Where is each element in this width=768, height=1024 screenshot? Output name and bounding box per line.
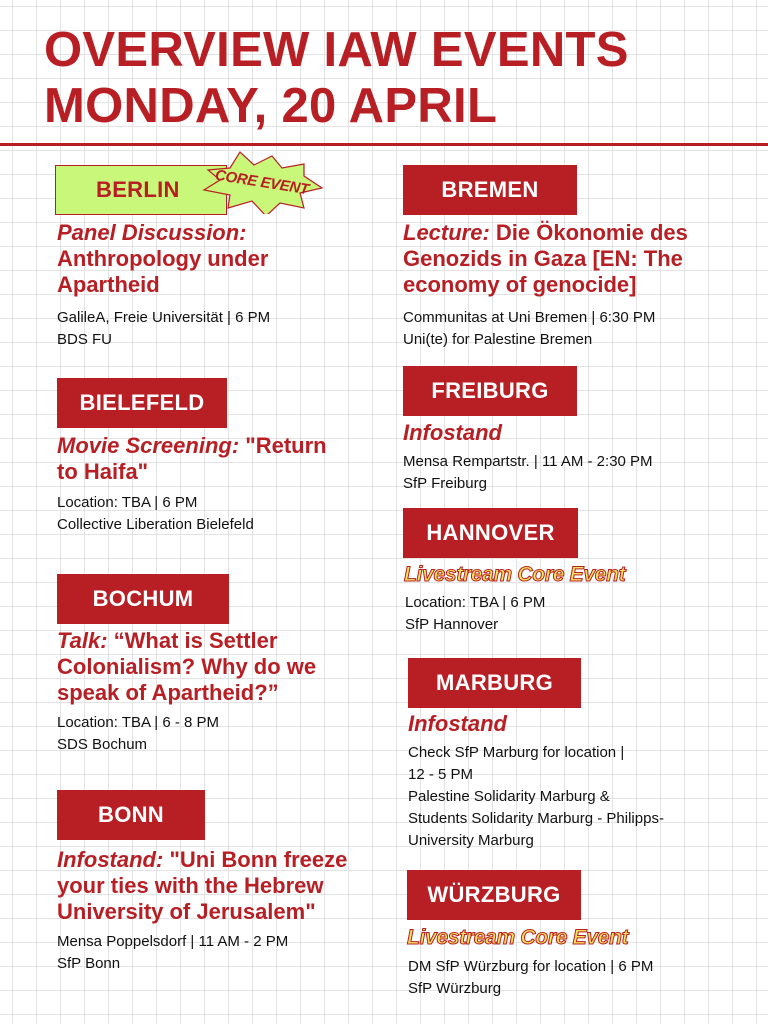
event-organizer: Collective Liberation Bielefeld xyxy=(57,516,254,533)
event-type-bielefeld: Movie Screening: xyxy=(57,433,240,458)
city-name-freiburg: FREIBURG xyxy=(431,378,549,403)
event-title-bonn xyxy=(57,847,347,925)
event-type-berlin: Panel Discussion: xyxy=(57,220,247,245)
event-details-berlin xyxy=(57,307,270,351)
city-name-marburg: MARBURG xyxy=(436,670,553,695)
city-label-hannover xyxy=(403,508,578,558)
event-type-bremen: Lecture: xyxy=(403,220,490,245)
event-details-hannover xyxy=(405,592,545,636)
event-type-freiburg: Infostand xyxy=(403,420,502,445)
event-time: 12 - 5 PM xyxy=(408,766,474,783)
event-title-text: Die Ökonomie des xyxy=(489,220,688,245)
city-label-bielefeld xyxy=(57,378,227,428)
event-title-line: Colonialism? Why do we xyxy=(57,654,317,679)
event-location: Mensa Rempartstr. | 11 AM - 2:30 PM xyxy=(403,453,653,470)
event-organizer: Palestine Solidarity Marburg & xyxy=(408,788,610,805)
livestream-label-hannover: Livestream Core Event xyxy=(404,563,626,586)
event-title-text: "Return xyxy=(239,433,327,458)
core-event-label: CORE EVENT xyxy=(213,166,310,198)
core-event-badge xyxy=(200,150,324,214)
event-title-line: speak of Apartheid?” xyxy=(57,680,279,705)
event-title-line: economy of genocide] xyxy=(403,272,637,297)
event-title-line: your ties with the Hebrew xyxy=(57,873,324,898)
event-type-bonn: Infostand: xyxy=(57,847,164,872)
event-details-bonn xyxy=(57,931,288,975)
event-title-text: "Uni Bonn freeze xyxy=(163,847,348,872)
event-organizer: SfP Würzburg xyxy=(408,980,502,997)
event-location: Check SfP Marburg for location | xyxy=(408,744,625,761)
city-label-bonn xyxy=(57,790,205,840)
city-label-bochum xyxy=(57,574,229,624)
event-location: Location: TBA | 6 PM xyxy=(405,594,546,611)
event-location: Communitas at Uni Bremen | 6:30 PM xyxy=(403,309,656,326)
event-title-bremen xyxy=(403,220,688,298)
city-name-wurzburg: WÜRZBURG xyxy=(427,882,561,907)
event-organizer: Students Solidarity Marburg - Philipps- xyxy=(408,810,664,827)
event-title-line: Genozids in Gaza [EN: The xyxy=(403,246,683,271)
city-label-marburg xyxy=(408,658,581,708)
city-name-berlin: BERLIN xyxy=(96,177,180,202)
event-location: Location: TBA | 6 PM xyxy=(57,494,198,511)
event-organizer: SDS Bochum xyxy=(57,736,148,753)
event-title-text: “What is Settler xyxy=(107,628,278,653)
header-divider xyxy=(0,143,768,146)
event-title-berlin xyxy=(57,220,268,298)
page-title xyxy=(44,22,629,134)
event-title-bochum xyxy=(57,628,316,706)
event-type-marburg: Infostand xyxy=(408,711,507,736)
event-details-freiburg xyxy=(403,451,653,495)
livestream-label-wurzburg: Livestream Core Event xyxy=(407,926,629,949)
event-location: GalileA, Freie Universität | 6 PM xyxy=(57,309,271,326)
city-name-hannover: HANNOVER xyxy=(426,520,555,545)
event-organizer: BDS FU xyxy=(57,331,113,348)
title-line-2: MONDAY, 20 APRIL xyxy=(44,79,498,133)
title-line-1: OVERVIEW IAW EVENTS xyxy=(44,23,629,77)
event-details-bielefeld xyxy=(57,492,254,536)
event-location: DM SfP Würzburg for location | 6 PM xyxy=(408,958,654,975)
event-details-bochum xyxy=(57,712,219,756)
event-title-line: University of Jerusalem" xyxy=(57,899,316,924)
event-type-bochum: Talk: xyxy=(57,628,108,653)
event-organizer: Uni(te) for Palestine Bremen xyxy=(403,331,593,348)
event-organizer: SfP Bonn xyxy=(57,955,121,972)
city-name-bochum: BOCHUM xyxy=(92,586,194,611)
event-details-wurzburg xyxy=(408,956,653,1000)
event-location: Location: TBA | 6 - 8 PM xyxy=(57,714,220,731)
event-title-bielefeld xyxy=(57,433,327,485)
event-title-line: to Haifa" xyxy=(57,459,149,484)
city-label-wurzburg xyxy=(407,870,581,920)
event-details-marburg xyxy=(408,742,664,852)
event-organizer: University Marburg xyxy=(408,832,534,849)
city-name-bielefeld: BIELEFELD xyxy=(79,390,205,415)
city-name-bonn: BONN xyxy=(98,802,164,827)
event-location: Mensa Poppelsdorf | 11 AM - 2 PM xyxy=(57,933,289,950)
event-title-line: Apartheid xyxy=(57,272,160,297)
event-title-line: Anthropology under xyxy=(57,246,269,271)
city-label-freiburg xyxy=(403,366,577,416)
event-organizer: SfP Freiburg xyxy=(403,475,487,492)
city-name-bremen: BREMEN xyxy=(441,177,539,202)
event-organizer: SfP Hannover xyxy=(405,616,499,633)
event-title-freiburg xyxy=(403,420,502,446)
city-label-bremen xyxy=(403,165,577,215)
event-details-bremen xyxy=(403,307,655,351)
event-title-marburg xyxy=(408,711,507,737)
